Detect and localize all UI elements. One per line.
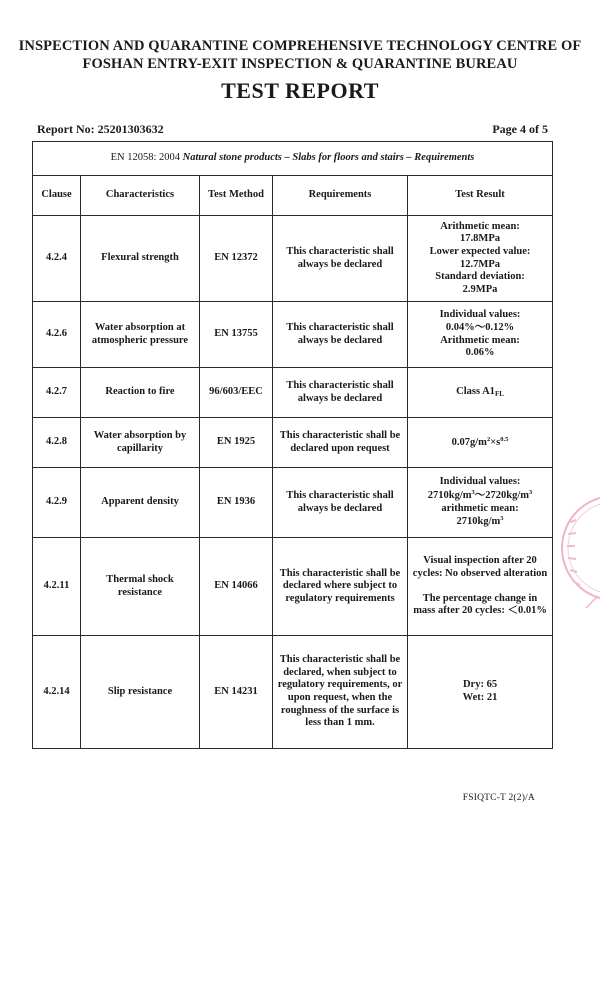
clause-cell: 4.2.7 — [33, 368, 81, 418]
clause-cell: 4.2.6 — [33, 302, 81, 368]
table-row — [33, 418, 553, 468]
result-cell — [408, 538, 553, 636]
table-row — [33, 468, 553, 538]
result-line: 0.04%～0.12% — [445, 321, 515, 333]
method-cell: EN 14231 — [200, 636, 273, 749]
official-seal-stamp — [556, 488, 600, 628]
requirement-cell: This characteristic shall always be declared — [273, 302, 408, 368]
clause-cell: 4.2.11 — [33, 538, 81, 636]
characteristic-cell: Water absorption by capillarity — [81, 418, 200, 468]
table-row — [33, 216, 553, 302]
result-line: Arithmetic mean: — [440, 220, 520, 232]
document-title: TEST REPORT — [221, 78, 379, 103]
result-cell — [408, 368, 553, 418]
clause-cell: 4.2.4 — [33, 216, 81, 302]
result-line: The percentage change in mass after 20 cycles: ＜0.01% — [413, 592, 547, 617]
result-cell — [408, 468, 553, 538]
result-value: 0.07g/m — [451, 436, 487, 448]
table-row — [33, 538, 553, 636]
result-value: 2710kg/m — [427, 489, 472, 501]
organization-name-line1: INSPECTION AND QUARANTINE COMPREHENSIVE TECHNOLOGY CENTRE OF — [18, 38, 582, 54]
result-cell — [408, 302, 553, 368]
result-line: Lower expected value: — [429, 245, 531, 257]
result-subscript: FL — [494, 390, 504, 399]
table-row — [33, 368, 553, 418]
report-number: Report No: 25201303632 — [37, 122, 164, 136]
column-header-test-result: Test Result — [408, 176, 553, 216]
result-superscript: 3 — [500, 515, 504, 523]
requirement-cell: This characteristic shall always be declared — [273, 468, 408, 538]
result-cell — [408, 636, 553, 749]
form-code: FSIQTC-T 2(2)/A — [462, 793, 535, 803]
result-line: Individual values: — [439, 476, 521, 488]
result-value: ～2720kg/m — [474, 489, 530, 501]
method-cell: EN 13755 — [200, 302, 273, 368]
clause-cell: 4.2.8 — [33, 418, 81, 468]
standard-title: Natural stone products – Slabs for floors and stairs – Requirements — [182, 152, 475, 164]
requirement-cell: This characteristic shall be declared where subject to regulatory requirements — [273, 538, 408, 636]
characteristic-cell: Flexural strength — [81, 216, 200, 302]
result-line: Standard deviation: — [435, 271, 525, 283]
requirement-cell: This characteristic shall always be declared — [273, 368, 408, 418]
method-cell: EN 1925 — [200, 418, 273, 468]
result-line — [412, 489, 548, 503]
test-results-table — [32, 141, 553, 749]
standard-code: EN 12058: 2004 — [110, 152, 181, 164]
characteristic-cell: Thermal shock resistance — [81, 538, 200, 636]
requirement-cell: This characteristic shall be declared, when subject to regulatory requirements, or upon request, when the roughness of the surface is less than 1 mm. — [273, 636, 408, 749]
header-row — [33, 176, 553, 216]
requirement-cell: This characteristic shall be declared upon request — [273, 418, 408, 468]
result-line: Individual values: — [439, 309, 521, 321]
result-line: 2.9MPa — [462, 283, 498, 295]
column-header-requirements: Requirements — [273, 176, 408, 216]
result-value: Class A1 — [456, 386, 495, 398]
page-number: Page 4 of 5 — [492, 122, 548, 136]
result-line — [412, 515, 548, 529]
characteristic-cell: Water absorption at atmospheric pressure — [81, 302, 200, 368]
characteristic-cell: Reaction to fire — [81, 368, 200, 418]
characteristic-cell: Slip resistance — [81, 636, 200, 749]
result-superscript: 2 — [486, 435, 491, 443]
result-line: 12.7MPa — [460, 258, 500, 270]
result-cell — [408, 216, 553, 302]
clause-cell: 4.2.14 — [33, 636, 81, 749]
column-header-characteristics: Characteristics — [81, 176, 200, 216]
result-line: arithmetic mean: — [441, 502, 519, 514]
result-value: 2710kg/m — [456, 516, 501, 528]
result-line: Visual inspection after 20 cycles: No observed alteration — [412, 555, 548, 579]
method-cell: EN 12372 — [200, 216, 273, 302]
column-header-clause: Clause — [33, 176, 81, 216]
table-row — [33, 636, 553, 749]
result-cell — [408, 418, 553, 468]
method-cell: EN 14066 — [200, 538, 273, 636]
standard-reference — [33, 142, 553, 176]
result-superscript: 0.5 — [500, 435, 509, 443]
table-row — [33, 302, 553, 368]
method-cell: 96/603/EEC — [200, 368, 273, 418]
result-superscript: 3 — [529, 488, 533, 496]
result-line: 17.8MPa — [460, 233, 500, 245]
organization-name-line2: FOSHAN ENTRY-EXIT INSPECTION & QUARANTINE BUREAU — [82, 56, 518, 72]
column-header-test-method: Test Method — [200, 176, 273, 216]
clause-cell: 4.2.9 — [33, 468, 81, 538]
result-value: ×s — [490, 436, 501, 448]
result-superscript: 3 — [471, 488, 475, 496]
result-line: 0.06% — [465, 347, 495, 359]
result-line: Arithmetic mean: — [440, 334, 520, 346]
result-line: Dry: 65 — [462, 679, 498, 691]
method-cell: EN 1936 — [200, 468, 273, 538]
result-line: Wet: 21 — [462, 692, 498, 703]
requirement-cell: This characteristic shall always be declared — [273, 216, 408, 302]
characteristic-cell: Apparent density — [81, 468, 200, 538]
standard-row — [33, 142, 553, 176]
